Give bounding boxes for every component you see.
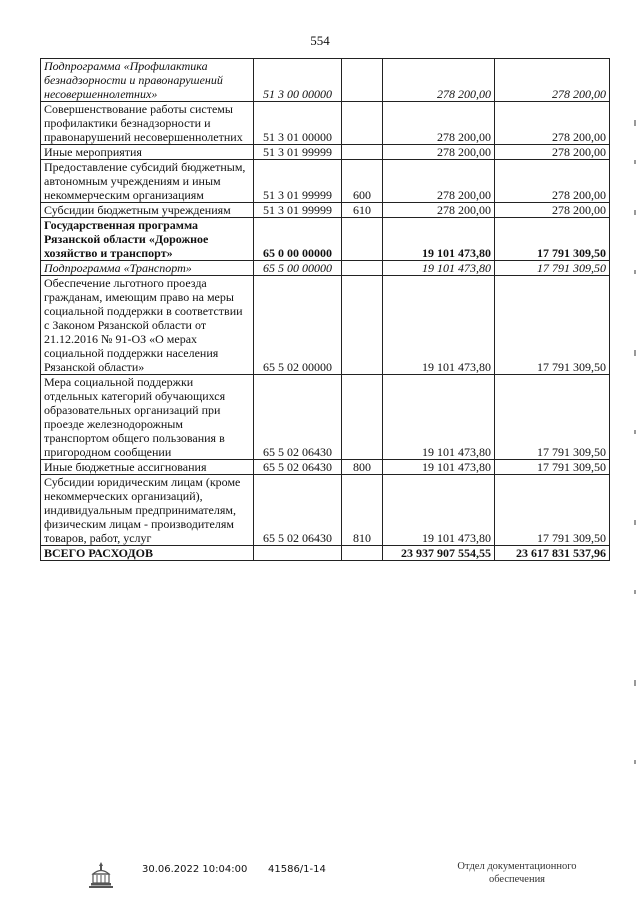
row-code-cell: 51 3 01 00000 (254, 102, 342, 145)
building-emblem-icon (88, 860, 114, 890)
row-name-cell: Иные бюджетные ассигнования (41, 460, 254, 475)
row-sum2-cell: 278 200,00 (495, 203, 610, 218)
row-sum2-cell: 17 791 309,50 (495, 276, 610, 375)
page-number: 554 (310, 33, 330, 48)
expenditure-table (40, 58, 610, 561)
row-code-cell: 65 5 02 06430 (254, 475, 342, 546)
expenditure-table-body (41, 59, 610, 561)
table-row (41, 546, 610, 561)
row-sum1-cell: 19 101 473,80 (383, 261, 495, 276)
row-sum2-cell: 23 617 831 537,96 (495, 546, 610, 561)
row-name-cell: Обеспечение льготного проезда гражданам, имеющим право на меры социальной поддержки в соответствии с Законом Рязанской области от 21.12.2016 № 91-ОЗ «О мерах социальной поддержки населения Рязанской области» (41, 276, 254, 375)
row-sum2-cell: 278 200,00 (495, 160, 610, 203)
table-row (41, 59, 610, 102)
row-name-cell: Субсидии бюджетным учреждениям (41, 203, 254, 218)
row-name-cell: ВСЕГО РАСХОДОВ (41, 546, 254, 561)
scan-edge-marks (632, 120, 636, 820)
row-vr-cell (342, 102, 383, 145)
row-code-cell: 65 5 02 06430 (254, 375, 342, 460)
row-vr-cell (342, 375, 383, 460)
row-name-cell: Государственная программа Рязанской области «Дорожное хозяйство и транспорт» (41, 218, 254, 261)
row-sum2-cell: 17 791 309,50 (495, 460, 610, 475)
row-vr-cell: 610 (342, 203, 383, 218)
document-date: 30.06.2022 10:04:00 (142, 864, 248, 875)
row-name-cell: Иные мероприятия (41, 145, 254, 160)
row-vr-cell (342, 145, 383, 160)
page-footer (0, 858, 640, 898)
row-sum2-cell: 17 791 309,50 (495, 261, 610, 276)
row-sum1-cell: 23 937 907 554,55 (383, 546, 495, 561)
row-sum2-cell: 17 791 309,50 (495, 475, 610, 546)
row-vr-cell (342, 546, 383, 561)
row-sum1-cell: 19 101 473,80 (383, 218, 495, 261)
row-sum2-cell: 278 200,00 (495, 102, 610, 145)
row-sum1-cell: 19 101 473,80 (383, 475, 495, 546)
row-sum2-cell: 17 791 309,50 (495, 375, 610, 460)
row-code-cell: 51 3 01 99999 (254, 145, 342, 160)
row-vr-cell (342, 276, 383, 375)
row-vr-cell (342, 218, 383, 261)
row-sum1-cell: 278 200,00 (383, 102, 495, 145)
row-sum2-cell: 278 200,00 (495, 59, 610, 102)
table-row (41, 460, 610, 475)
table-row (41, 203, 610, 218)
table-row (41, 102, 610, 145)
row-name-cell: Субсидии юридическим лицам (кроме некоммерческих организаций), индивидуальным предпринимателям, физическим лицам - производителям товаров, работ, услуг (41, 475, 254, 546)
document-number: 41586/1-14 (268, 864, 326, 875)
row-code-cell: 65 5 02 06430 (254, 460, 342, 475)
row-sum1-cell: 278 200,00 (383, 203, 495, 218)
row-code-cell: 51 3 01 99999 (254, 160, 342, 203)
row-sum1-cell: 19 101 473,80 (383, 460, 495, 475)
row-name-cell: Предоставление субсидий бюджетным, автономным учреждениям и иным некоммерческим организациям (41, 160, 254, 203)
row-code-cell: 65 5 00 00000 (254, 261, 342, 276)
table-row (41, 375, 610, 460)
row-vr-cell (342, 261, 383, 276)
table-row (41, 276, 610, 375)
row-sum2-cell: 278 200,00 (495, 145, 610, 160)
row-name-cell: Подпрограмма «Транспорт» (41, 261, 254, 276)
row-vr-cell: 810 (342, 475, 383, 546)
row-sum1-cell: 19 101 473,80 (383, 375, 495, 460)
department-stamp: Отдел документационного обеспечения (457, 861, 577, 885)
row-code-cell: 65 5 02 00000 (254, 276, 342, 375)
table-row (41, 160, 610, 203)
row-sum1-cell: 19 101 473,80 (383, 276, 495, 375)
table-row (41, 145, 610, 160)
row-vr-cell: 800 (342, 460, 383, 475)
row-code-cell (254, 546, 342, 561)
row-vr-cell (342, 59, 383, 102)
row-sum1-cell: 278 200,00 (383, 145, 495, 160)
table-row (41, 218, 610, 261)
row-sum1-cell: 278 200,00 (383, 59, 495, 102)
row-name-cell: Совершенствование работы системы профилактики безнадзорности и правонарушений несовершеннолетних (41, 102, 254, 145)
row-code-cell: 65 0 00 00000 (254, 218, 342, 261)
row-code-cell: 51 3 01 99999 (254, 203, 342, 218)
row-vr-cell: 600 (342, 160, 383, 203)
table-row (41, 261, 610, 276)
row-sum2-cell: 17 791 309,50 (495, 218, 610, 261)
row-name-cell: Подпрограмма «Профилактика безнадзорности и правонарушений несовершеннолетних» (41, 59, 254, 102)
table-row (41, 475, 610, 546)
row-code-cell: 51 3 00 00000 (254, 59, 342, 102)
row-name-cell: Мера социальной поддержки отдельных категорий обучающихся образовательных организаций при проезде железнодорожным транспортом общего пользования в пригородном сообщении (41, 375, 254, 460)
row-sum1-cell: 278 200,00 (383, 160, 495, 203)
